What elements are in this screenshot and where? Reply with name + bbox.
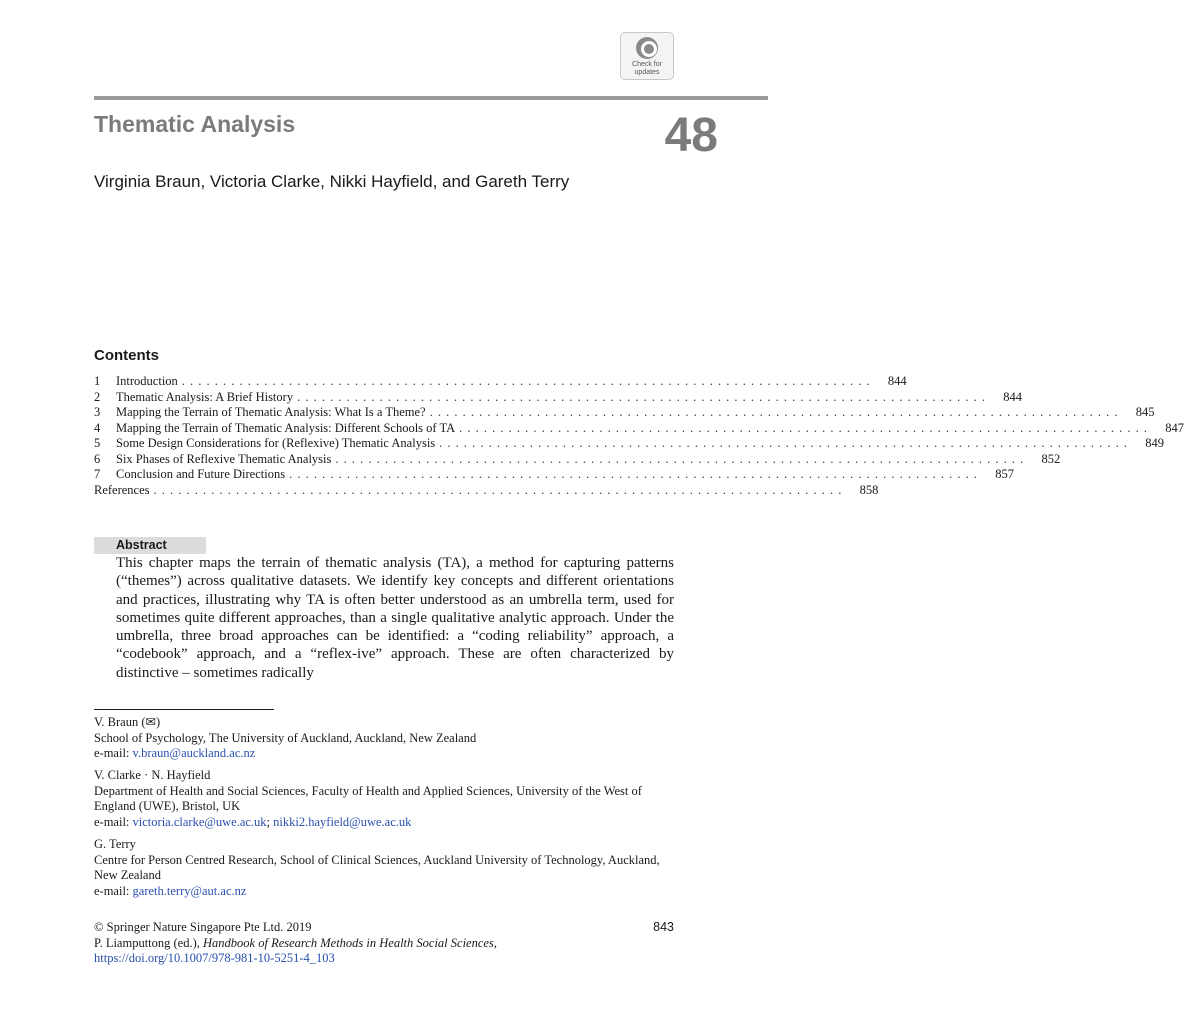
email-link[interactable]: v.braun@auckland.ac.nz bbox=[132, 746, 256, 760]
page-footer bbox=[94, 920, 676, 967]
toc-item-page: 847 bbox=[1165, 420, 1184, 435]
toc-item-number: 1 bbox=[94, 374, 101, 388]
toc-item-4[interactable] bbox=[94, 420, 1184, 437]
toc-item-label: Thematic Analysis: A Brief History bbox=[116, 389, 294, 404]
citation bbox=[94, 936, 676, 952]
toc-item-page: 844 bbox=[887, 374, 907, 388]
footnote-rule bbox=[94, 709, 274, 710]
citation-suffix: , bbox=[493, 935, 497, 950]
citation-prefix: P. Liamputtong (ed.), bbox=[94, 935, 204, 950]
footnote-email-line bbox=[94, 815, 676, 831]
toc-leader-dots: . . . . . . . . . . . . . . . . . . . . . . . . . . . . . . . . . . . . . . . . . . . . . . . . . . . . . . . . . . . . . . . . . . . . . . . . . . . . . . . . . . . . bbox=[289, 467, 978, 481]
footnote-author: G. Terry bbox=[94, 837, 136, 851]
toc-item-label: Mapping the Terrain of Thematic Analysis: Different Schools of TA bbox=[116, 420, 456, 435]
toc-leader-dots: . . . . . . . . . . . . . . . . . . . . . . . . . . . . . . . . . . . . . . . . . . . . . . . . . . . . . . . . . . . . . . . . . . . . . . . . . . . . . . . . . . . . bbox=[153, 482, 843, 497]
toc-item-number: 4 bbox=[94, 420, 101, 435]
email-link[interactable]: gareth.terry@aut.ac.nz bbox=[132, 883, 247, 898]
abstract-text: This chapter maps the terrain of thematic analysis (TA), a method for capturing patterns (“themes”) across qualitative datasets. We identify key concepts and different orientations and practices, illustrating why TA is often better understood as an umbrella term, used for sometimes quite different approaches, than a single qualitative analytic approach. Under the umbrella, three broad approaches can be identified: a “coding reliability” approach, a “codebook” approach, and a “reflex-ive” approach. These are often characterized by distinctive – sometimes radically bbox=[116, 555, 674, 681]
chapter-title: Thematic Analysis bbox=[94, 111, 296, 137]
footnote-clarke-hayfield bbox=[94, 768, 676, 830]
toc-item-number: 2 bbox=[94, 389, 101, 404]
email-link[interactable]: nikki2.hayfield@uwe.ac.uk bbox=[273, 814, 412, 829]
check-for-updates-icon bbox=[636, 37, 658, 59]
toc-item-label: Conclusion and Future Directions bbox=[116, 467, 286, 481]
toc-item-label: Mapping the Terrain of Thematic Analysis: What Is a Theme? bbox=[116, 405, 426, 419]
footnote-affiliation: Department of Health and Social Sciences, Faculty of Health and Applied Sciences, University of the West of England (UWE), Bristol, UK bbox=[94, 783, 642, 813]
toc-leader-dots: . . . . . . . . . . . . . . . . . . . . . . . . . . . . . . . . . . . . . . . . . . . . . . . . . . . . . . . . . . . . . . . . . . . . . . . . . . . . . . . . . . . . bbox=[297, 389, 986, 404]
email-label: e-mail: bbox=[94, 746, 133, 760]
toc-item-1[interactable] bbox=[94, 374, 907, 390]
toc-item-number: 3 bbox=[94, 405, 101, 419]
email-separator: ; bbox=[266, 814, 274, 829]
toc-item-page: 845 bbox=[1135, 405, 1155, 419]
toc-leader-dots: . . . . . . . . . . . . . . . . . . . . . . . . . . . . . . . . . . . . . . . . . . . . . . . . . . . . . . . . . . . . . . . . . . . . . . . . . . . . . . . . . . . . bbox=[335, 451, 1025, 466]
toc-item-label: Six Phases of Reflexive Thematic Analysis bbox=[116, 451, 332, 466]
toc-item-page: 849 bbox=[1145, 436, 1165, 450]
header-rule bbox=[94, 96, 768, 100]
footnote-email-line bbox=[94, 746, 676, 762]
toc-leader-dots: . . . . . . . . . . . . . . . . . . . . . . . . . . . . . . . . . . . . . . . . . . . . . . . . . . . . . . . . . . . . . . . . . . . . . . . . . . . . . . . . . . . . bbox=[439, 436, 1129, 450]
toc-leader-dots: . . . . . . . . . . . . . . . . . . . . . . . . . . . . . . . . . . . . . . . . . . . . . . . . . . . . . . . . . . . . . . . . . . . . . . . . . . . . . . . . . . . . bbox=[459, 420, 1149, 435]
toc-item-number: 5 bbox=[94, 436, 101, 450]
toc-item-number: 7 bbox=[94, 467, 101, 481]
check-for-updates-label: Check for updates bbox=[632, 61, 662, 76]
toc-item-page: 852 bbox=[1041, 451, 1061, 466]
page-number: 843 bbox=[653, 920, 674, 934]
check-for-updates-badge[interactable] bbox=[620, 32, 674, 80]
email-label: e-mail: bbox=[94, 883, 133, 898]
toc-item-label: References bbox=[94, 482, 150, 497]
toc-item-3[interactable] bbox=[94, 405, 1155, 421]
toc-leader-dots: . . . . . . . . . . . . . . . . . . . . . . . . . . . . . . . . . . . . . . . . . . . . . . . . . . . . . . . . . . . . . . . . . . . . . . . . . . . . . . . . . . . . bbox=[429, 405, 1119, 419]
citation-book-title: Handbook of Research Methods in Health Social Sciences bbox=[203, 935, 494, 950]
doi-link[interactable]: https://doi.org/10.1007/978-981-10-5251-4_103 bbox=[94, 951, 335, 965]
toc-item-page: 858 bbox=[859, 482, 879, 497]
footnote-author: V. Clarke · N. Hayfield bbox=[94, 768, 211, 782]
email-link[interactable]: victoria.clarke@uwe.ac.uk bbox=[132, 814, 267, 829]
toc-item-page: 844 bbox=[1003, 389, 1022, 404]
footnote-terry bbox=[94, 837, 676, 899]
copyright: © Springer Nature Singapore Pte Ltd. 2019 bbox=[94, 920, 312, 934]
footnote-affiliation: School of Psychology, The University of Auckland, Auckland, New Zealand bbox=[94, 730, 477, 745]
footnote-affiliation: Centre for Person Centred Research, School of Clinical Sciences, Auckland University of Technology, Auckland, New Zealand bbox=[94, 852, 660, 882]
footnote-author: V. Braun (✉) bbox=[94, 715, 161, 729]
toc-item-label: Introduction bbox=[116, 374, 178, 388]
authors: Virginia Braun, Victoria Clarke, Nikki Hayfield, and Gareth Terry bbox=[94, 172, 570, 191]
email-label: e-mail: bbox=[94, 814, 133, 829]
contents-heading: Contents bbox=[94, 347, 159, 364]
toc-item-5[interactable] bbox=[94, 436, 1165, 452]
footnote-braun bbox=[94, 715, 676, 762]
toc-item-6[interactable] bbox=[94, 451, 1061, 468]
toc-item-label: Some Design Considerations for (Reflexive) Thematic Analysis bbox=[116, 436, 436, 450]
toc-leader-dots: . . . . . . . . . . . . . . . . . . . . . . . . . . . . . . . . . . . . . . . . . . . . . . . . . . . . . . . . . . . . . . . . . . . . . . . . . . . . . . . . . . . . bbox=[181, 374, 871, 388]
footnote-email-line bbox=[94, 884, 676, 900]
toc-item-2[interactable] bbox=[94, 389, 1022, 406]
toc-item-page: 857 bbox=[995, 467, 1014, 481]
chapter-number: 48 bbox=[664, 109, 718, 162]
abstract-heading: Abstract bbox=[94, 537, 206, 554]
toc-item-number: 6 bbox=[94, 451, 101, 466]
toc-item-references[interactable] bbox=[94, 482, 879, 499]
table-of-contents bbox=[94, 374, 1184, 498]
toc-item-7[interactable] bbox=[94, 467, 1014, 483]
